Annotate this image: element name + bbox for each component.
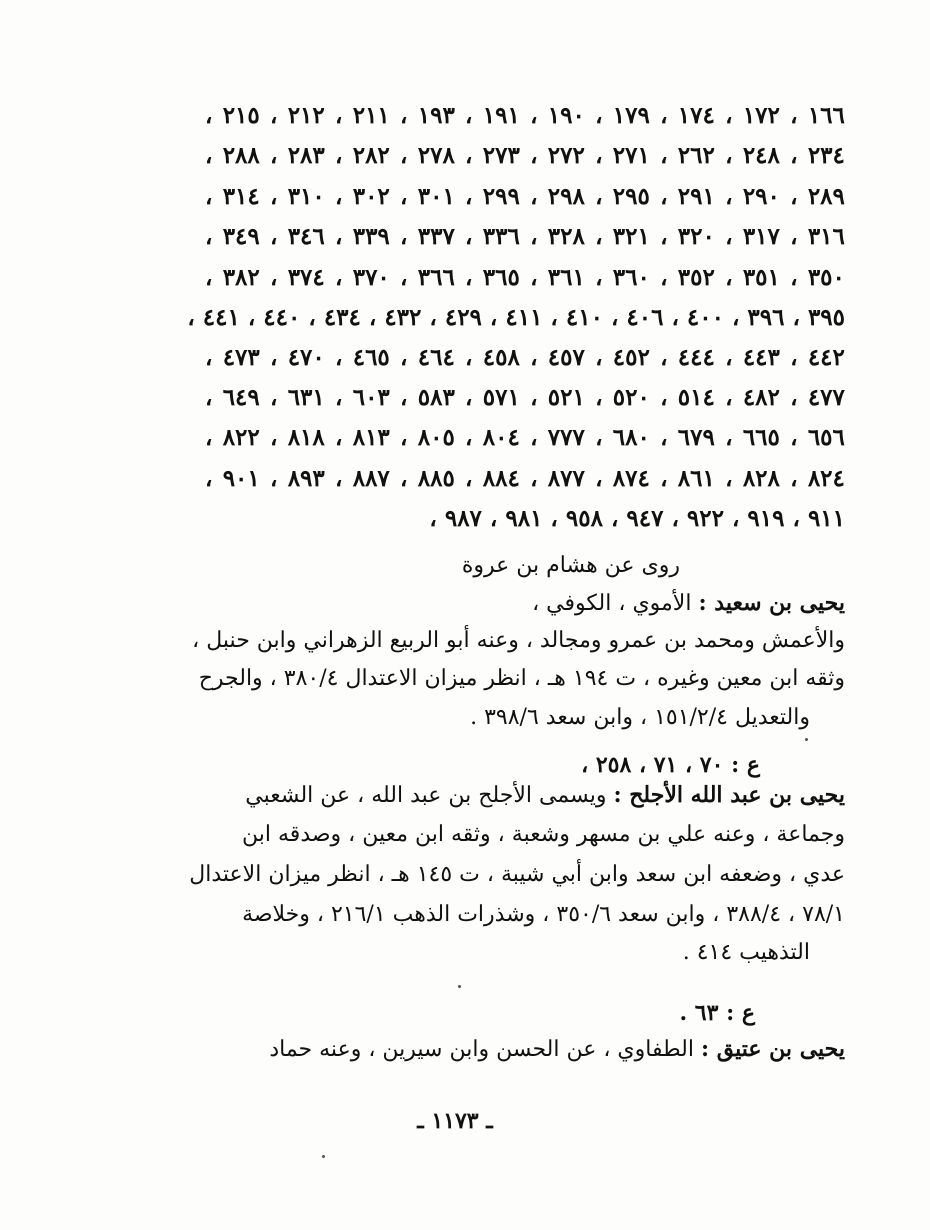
scan-speck <box>458 985 461 988</box>
index-number-line: ١٦٦ ، ١٧٢ ، ١٧٤ ، ١٧٩ ، ١٩٠ ، ١٩١ ، ١٩٣ ، ٢١١ ، ٢١٢ ، ٢١٥ ، <box>205 102 845 129</box>
page-number: ـ ١١٧٣ ـ <box>417 1108 493 1134</box>
entry-refs: ع : ٧٠ ، ٧١ ، ٢٥٨ ، <box>581 752 760 778</box>
entry-line: التذهيب ٤١٤ . <box>682 940 810 965</box>
scan-speck <box>322 1155 325 1158</box>
index-number-line: ٣١٦ ، ٣١٧ ، ٣٢٠ ، ٣٢١ ، ٣٢٨ ، ٣٣٦ ، ٣٣٧ ، ٣٣٩ ، ٣٤٦ ، ٣٤٩ ، <box>205 223 845 250</box>
entry-line: والتعديل ١٥١/٢/٤ ، وابن سعد ٣٩٨/٦ . <box>470 705 810 730</box>
entry-line: والأعمش ومحمد بن عمرو ومجالد ، وعنه أبو الربيع الزهراني وابن حنبل ، <box>192 628 845 653</box>
index-number-line: ٢٨٩ ، ٢٩٠ ، ٢٩١ ، ٢٩٥ ، ٢٩٨ ، ٢٩٩ ، ٣٠١ ، ٣٠٢ ، ٣١٠ ، ٣١٤ ، <box>205 183 845 210</box>
entry-line: ٧٨/١ ، ٣٨٨/٤ ، وابن سعد ٣٥٠/٦ ، وشذرات الذهب ٢١٦/١ ، وخلاصة <box>242 902 845 927</box>
entry-line-with-name <box>155 1036 845 1076</box>
entry-refs: ع : ٦٣ . <box>679 1000 755 1026</box>
entry-line-with-name <box>155 782 845 822</box>
entry-name: يحيى بن سعيد : <box>698 590 845 616</box>
index-number-line: ٢٣٤ ، ٢٤٨ ، ٢٦٢ ، ٢٧١ ، ٢٧٢ ، ٢٧٣ ، ٢٧٨ ، ٢٨٢ ، ٢٨٣ ، ٢٨٨ ، <box>205 142 845 169</box>
index-number-line: ٨٢٤ ، ٨٢٨ ، ٨٦١ ، ٨٧٤ ، ٨٧٧ ، ٨٨٤ ، ٨٨٥ ، ٨٨٧ ، ٨٩٣ ، ٩٠١ ، <box>205 465 845 492</box>
index-number-line: ٤٧٧ ، ٤٨٢ ، ٥١٤ ، ٥٢٠ ، ٥٢١ ، ٥٧١ ، ٥٨٣ ، ٦٠٣ ، ٦٣١ ، ٦٤٩ ، <box>205 384 845 411</box>
index-number-line: ٣٩٥ ، ٣٩٦ ، ٤٠٠ ، ٤٠٦ ، ٤١٠ ، ٤١١ ، ٤٢٩ ، ٤٣٢ ، ٤٣٤ ، ٤٤٠ ، ٤٤١ ، <box>187 304 845 331</box>
entry-line: وثقه ابن معين وغيره ، ت ١٩٤ هـ ، انظر ميزان الاعتدال ٣٨٠/٤ ، والجرح <box>198 666 845 691</box>
entry-line-text: الأموي ، الكوفي ، <box>532 591 692 616</box>
entry-line-text: الطفاوي ، عن الحسن وابن سيرين ، وعنه حماد <box>269 1037 694 1062</box>
index-number-line: ٤٤٢ ، ٤٤٣ ، ٤٤٤ ، ٤٥٢ ، ٤٥٧ ، ٤٥٨ ، ٤٦٤ ، ٤٦٥ ، ٤٧٠ ، ٤٧٣ ، <box>205 344 845 371</box>
entry-line: عدي ، وضعفه ابن سعد وابن أبي شيبة ، ت ١٤٥ هـ ، انظر ميزان الاعتدال <box>189 862 845 887</box>
index-number-line: ٦٥٦ ، ٦٦٥ ، ٦٧٩ ، ٦٨٠ ، ٧٧٧ ، ٨٠٤ ، ٨٠٥ ، ٨١٣ ، ٨١٨ ، ٨٢٢ ، <box>205 424 845 451</box>
entry-line-with-name <box>225 590 845 630</box>
entry-line: روى عن هشام بن عروة <box>461 553 680 578</box>
scan-speck <box>805 738 808 741</box>
entry-name: يحيى بن عبد الله الأجلح : <box>613 782 845 808</box>
index-number-line: ٩١١ ، ٩١٩ ، ٩٢٢ ، ٩٤٧ ، ٩٥٨ ، ٩٨١ ، ٩٨٧ ، <box>429 505 845 532</box>
entry-name: يحيى بن عتيق : <box>700 1036 845 1062</box>
index-number-line: ٣٥٠ ، ٣٥١ ، ٣٥٢ ، ٣٦٠ ، ٣٦١ ، ٣٦٥ ، ٣٦٦ ، ٣٧٠ ، ٣٧٤ ، ٣٨٢ ، <box>205 264 845 291</box>
entry-line-text: ويسمى الأجلح بن عبد الله ، عن الشعبي <box>245 783 607 808</box>
entry-line: وجماعة ، وعنه علي بن مسهر وشعبة ، وثقه ابن معين ، وصدقه ابن <box>242 822 845 847</box>
